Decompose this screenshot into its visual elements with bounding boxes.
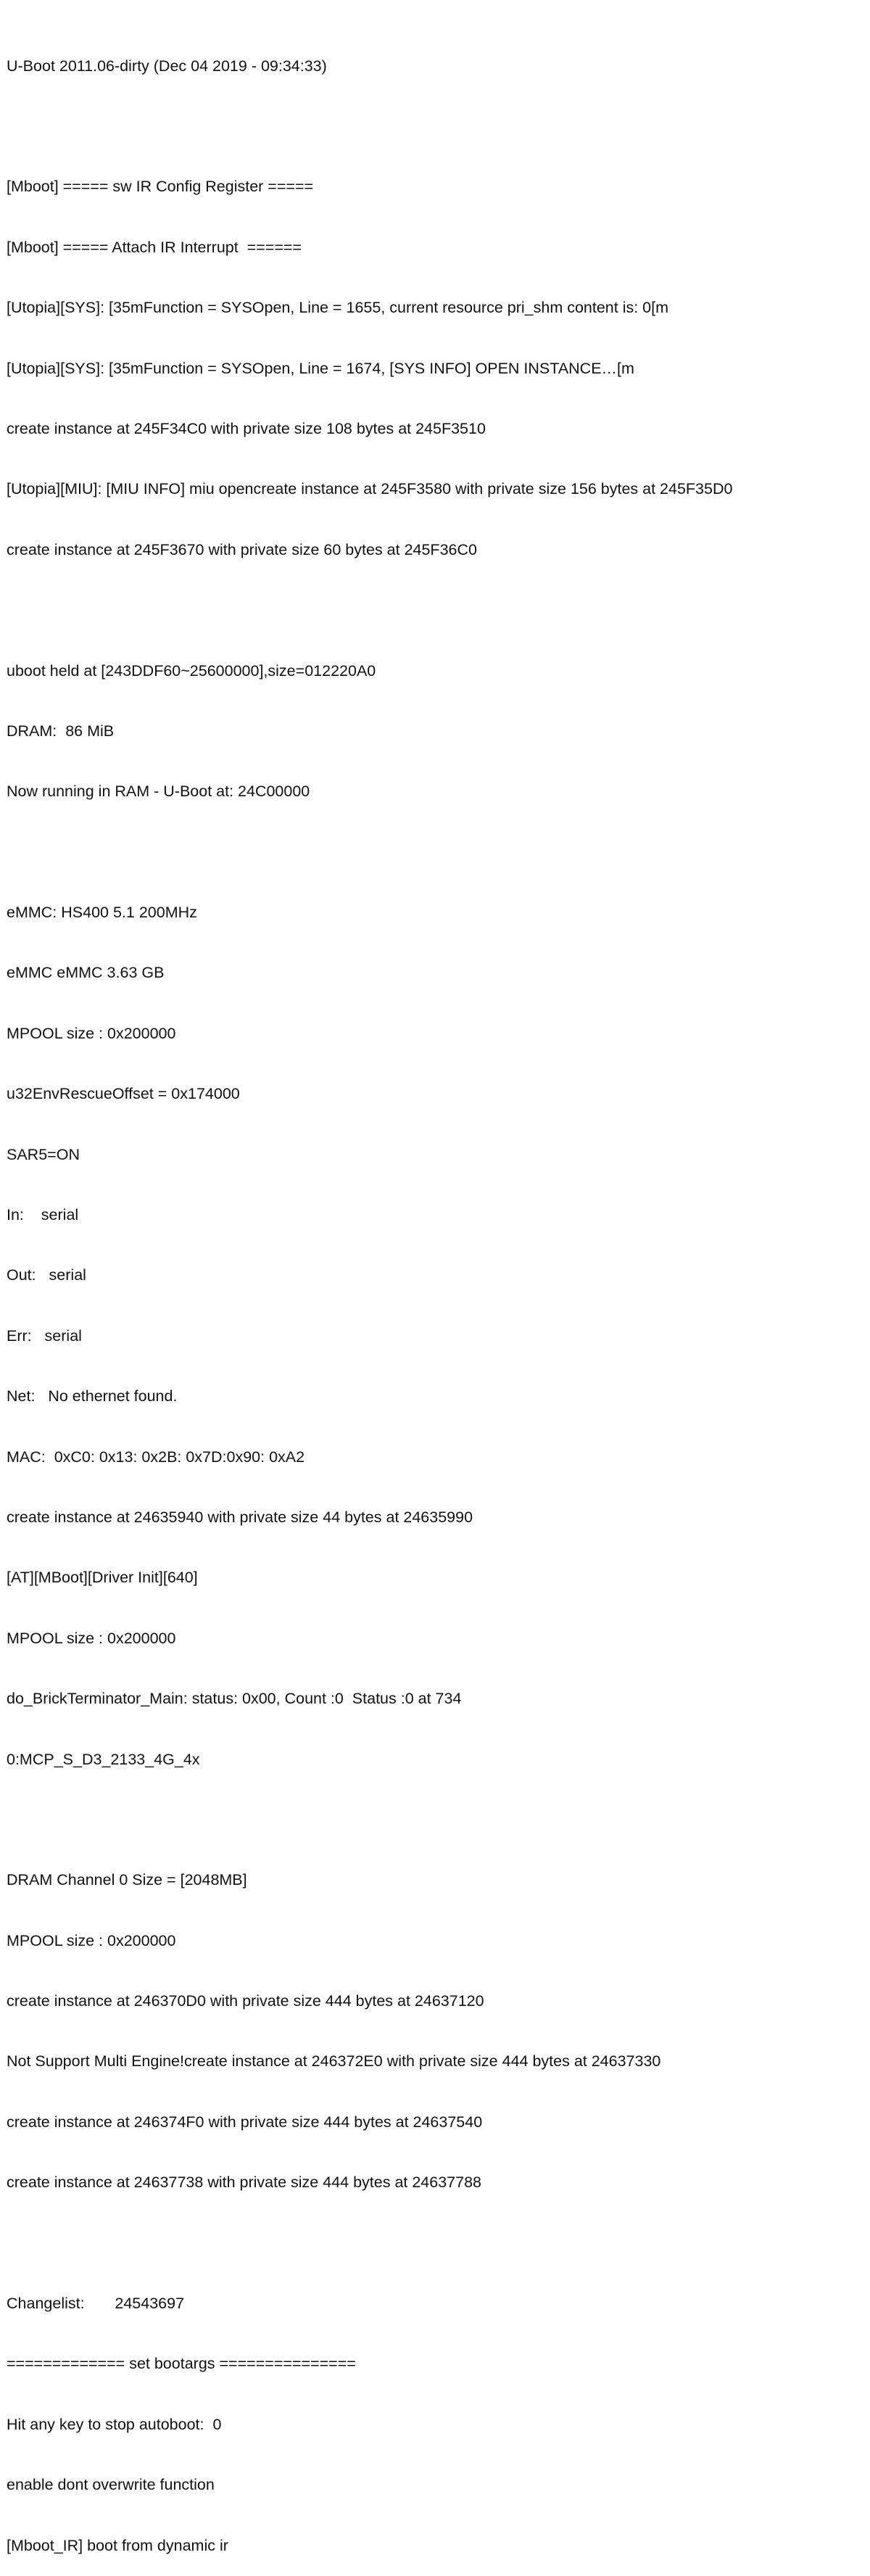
log-line: create instance at 24637738 with private size 444 bytes at 24637788 — [7, 2174, 482, 2192]
log-line: [AT][MBoot][Driver Init][640] — [7, 1569, 198, 1587]
log-line — [7, 117, 870, 137]
log-line: Err: serial — [7, 1326, 82, 1345]
log-line: [Utopia][SYS]: [35mFunction = SYSOpen, Line = 1674, [SYS INFO] OPEN INSTANCE…[m — [7, 359, 634, 377]
log-line: [Utopia][SYS]: [35mFunction = SYSOpen, Line = 1655, current resource pri_shm content is: 0[m — [7, 299, 669, 317]
log-line: DRAM Channel 0 Size = [2048MB] — [7, 1871, 247, 1889]
log-line: [Mboot_IR] boot from dynamic ir — [7, 2536, 228, 2554]
log-line: create instance at 24635940 with private size 44 bytes at 24635990 — [7, 1508, 473, 1526]
log-line: MAC: 0xC0: 0x13: 0x2B: 0x7D:0x90: 0xA2 — [7, 1448, 305, 1466]
log-line: U-Boot 2011.06-dirty (Dec 04 2019 - 09:34:33) — [7, 57, 327, 75]
log-line: create instance at 245F34C0 with private size 108 bytes at 245F3510 — [7, 419, 486, 437]
log-line: SAR5=ON — [7, 1145, 80, 1163]
log-line: uboot held at [243DDF60~25600000],size=012220A0 — [7, 661, 376, 680]
boot-log — [7, 16, 870, 2576]
log-line: Now running in RAM - U-Boot at: 24C00000 — [7, 783, 310, 801]
log-line: [Utopia][MIU]: [MIU INFO] miu opencreate instance at 245F3580 with private size 156 bytes at 245F35D0 — [7, 480, 733, 498]
log-line: MPOOL size : 0x200000 — [7, 1024, 176, 1042]
log-line: Changelist: 24543697 — [7, 2295, 185, 2313]
log-line: [Mboot] ===== Attach IR Interrupt ====== — [7, 238, 302, 256]
log-line: create instance at 245F3670 with private size 60 bytes at 245F36C0 — [7, 540, 477, 558]
log-line: [Mboot] ===== sw IR Config Register ===== — [7, 178, 314, 196]
log-line: create instance at 246374F0 with private size 444 bytes at 24637540 — [7, 2113, 483, 2131]
log-line: do_BrickTerminator_Main: status: 0x00, Count :0 Status :0 at 734 — [7, 1690, 462, 1708]
log-line: DRAM: 86 MiB — [7, 722, 115, 740]
log-line: create instance at 246370D0 with private size 444 bytes at 24637120 — [7, 1992, 484, 2010]
log-line: Hit any key to stop autoboot: 0 — [7, 2415, 222, 2433]
log-line — [7, 1810, 870, 1830]
log-line — [7, 600, 870, 621]
log-line: Out: serial — [7, 1266, 86, 1284]
log-line: eMMC: HS400 5.1 200MHz — [7, 904, 197, 922]
log-line: enable dont overwrite function — [7, 2476, 215, 2494]
log-line: u32EnvRescueOffset = 0x174000 — [7, 1085, 240, 1103]
log-line — [7, 2234, 870, 2254]
log-line: MPOOL size : 0x200000 — [7, 1629, 176, 1647]
log-line: 0:MCP_S_D3_2133_4G_4x — [7, 1750, 200, 1768]
log-line: ============= set bootargs =============== — [7, 2355, 356, 2373]
log-line: eMMC eMMC 3.63 GB — [7, 964, 165, 982]
log-line: In: serial — [7, 1206, 79, 1224]
log-line: MPOOL size : 0x200000 — [7, 1931, 176, 1949]
log-line — [7, 843, 870, 863]
log-line: Not Support Multi Engine!create instance at 246372E0 with private size 444 bytes at 24637330 — [7, 2052, 661, 2071]
log-line: Net: No ethernet found. — [7, 1387, 178, 1405]
